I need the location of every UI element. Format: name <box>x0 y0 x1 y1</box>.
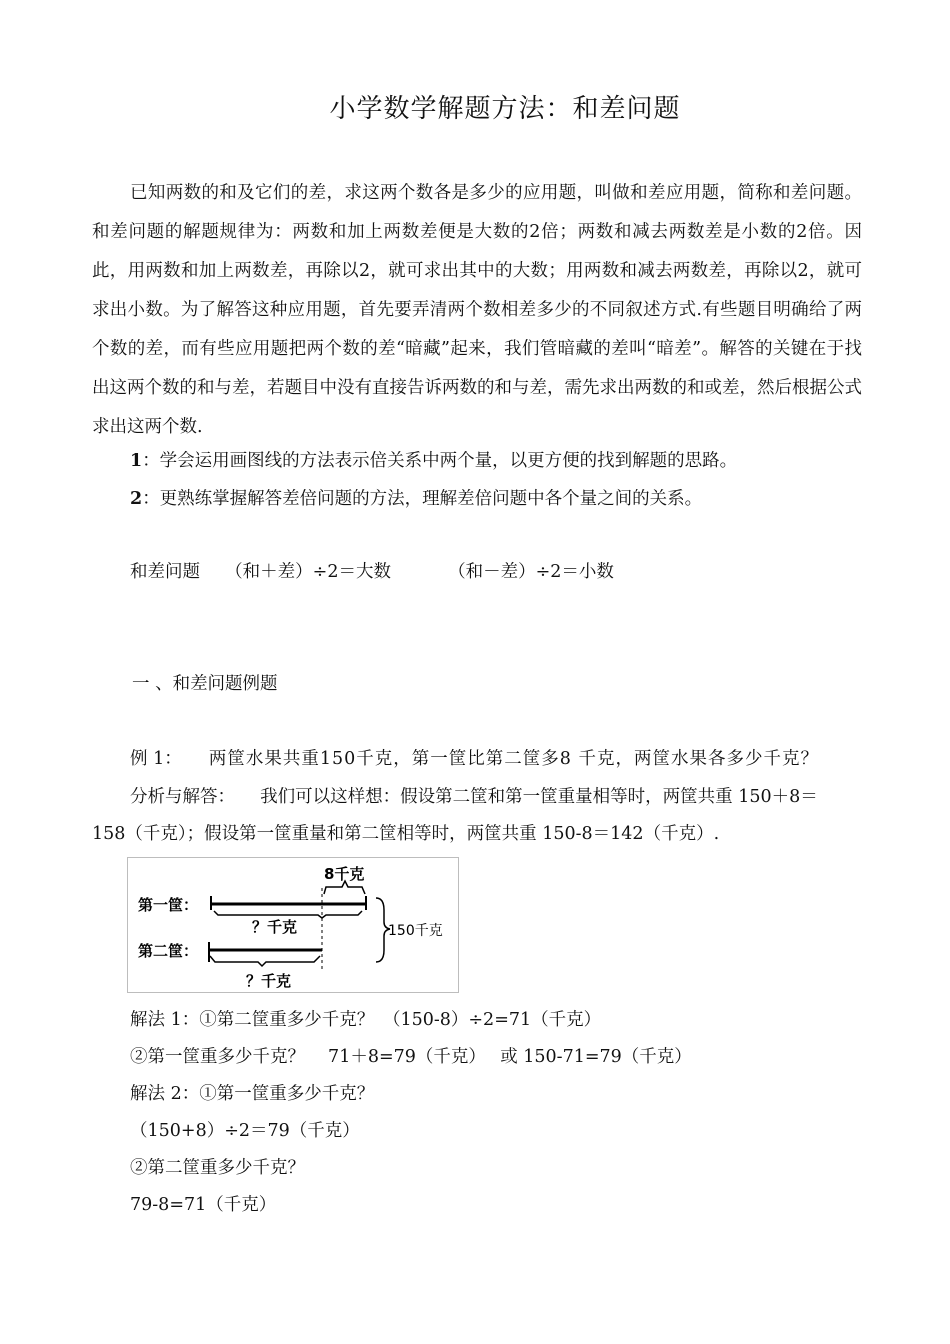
section-heading: 一 、和差问题例题 <box>132 674 278 694</box>
basket2-brace <box>210 956 320 966</box>
formula-small: （和－差）÷2＝小数 <box>448 562 614 582</box>
goal-1-text: ：学会运用画图线的方法表示倍关系中两个量，以更方便的找到解题的思路。 <box>142 451 738 471</box>
total-label: 150千克 <box>388 923 443 939</box>
basket1-label: 第一筐： <box>138 896 199 914</box>
solution-line-5: ②第二筐重多少千克？ <box>130 1158 305 1178</box>
page-title: 小学数学解题方法：和差问题 <box>329 94 681 124</box>
solution-line-1: 解法 1：①第二筐重多少千克？ （150-8）÷2=71（千克） <box>130 1010 602 1030</box>
solution-line-3: 解法 2：①第一筐重多少千克？ <box>130 1084 375 1104</box>
unknown1-label: ？千克 <box>252 918 298 936</box>
example-label: 例 1： <box>130 749 182 769</box>
analysis-label: 分析与解答： <box>130 787 235 807</box>
diff-label: 8千克 <box>324 865 365 883</box>
example-question: 两筐水果共重150千克，第一筐比第二筐多8 千克，两筐水果各多少千克？ <box>208 749 819 769</box>
intro-paragraph: 已知两数的和及它们的差，求这两个数各是多少的应用题，叫做和差应用题，简称和差问题。和差问题的解题规律为：两数和加上两数差便是大数的2倍；两数和减去两数差是小数的2倍。因此，用两数和加上两数差，再除以2，就可求出其中的大数；用两数和减去两数差，再除以2，就可求出小数。为了解答这种应用题，首先要弄清两个数相差多少的不同叙述方式.有些题目明确给了两个数的差，而有些应用题把两个数的差“暗藏”起来，我们管暗藏的差叫“暗差”。解答的关键在于找出这两个数的和与差，若题目中没有直接告诉两数的和与差，需先求出两数的和或差，然后根据公式求出这两个数. <box>92 183 862 437</box>
analysis-line-2: 158（千克）；假设第一筐重量和第二筐相等时，两筐共重 150-8＝142（千克）. <box>92 824 720 844</box>
goal-2-text: ：更熟练掌握解答差倍问题的方法，理解差倍问题中各个量之间的关系。 <box>142 489 703 509</box>
goal-2-number: 2 <box>130 489 143 509</box>
analysis-text-1: 我们可以这样想：假设第二筐和第一筐重量相等时，两筐共重 150＋8＝ <box>260 787 818 807</box>
line-segment-diagram <box>127 857 459 993</box>
solution-line-4: （150+8）÷2＝79（千克） <box>130 1121 360 1141</box>
formula-line <box>130 558 614 583</box>
goal-1-number: 1 <box>130 451 143 471</box>
formula-big: （和＋差）÷2＝大数 <box>225 562 391 582</box>
goal-1 <box>130 447 737 472</box>
unknown2-label: ？千克 <box>246 972 292 990</box>
goal-2 <box>130 485 702 510</box>
basket2-label: 第二筐： <box>138 942 199 960</box>
solution-line-2: ②第一筐重多少千克？ 71＋8=79（千克） 或 150-71=79（千克） <box>130 1047 692 1067</box>
formula-label: 和差问题 <box>130 562 200 582</box>
solution-line-6: 79-8=71（千克） <box>130 1195 277 1215</box>
analysis-line-1 <box>130 783 818 808</box>
example-question-line <box>130 745 819 770</box>
